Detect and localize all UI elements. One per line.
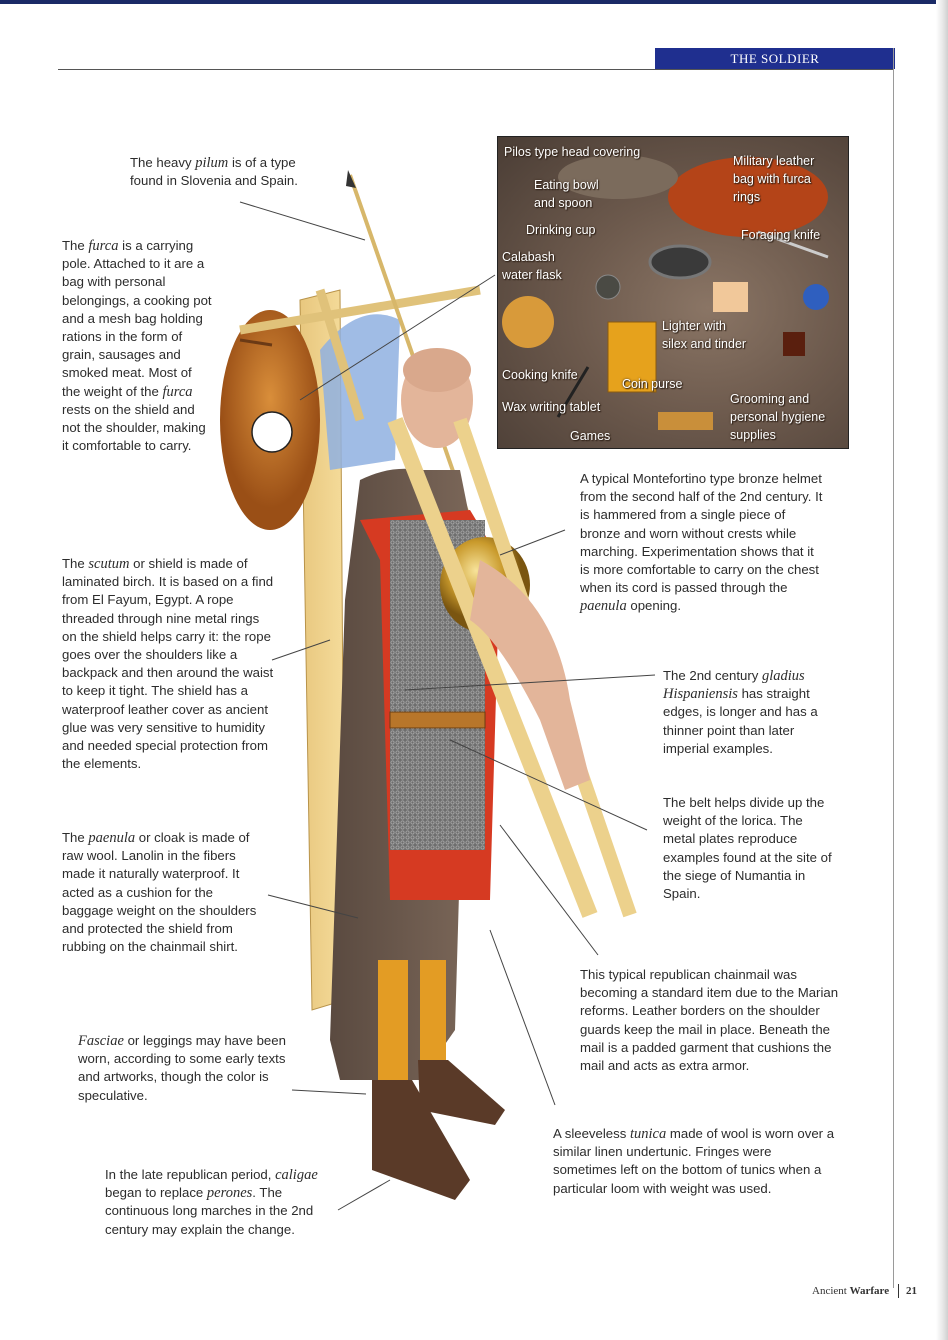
label-wax-tablet: Wax writing tablet (502, 400, 601, 414)
footer-magazine: Ancient (812, 1285, 847, 1297)
equipment-inset-photo (497, 136, 849, 449)
label-military-bag-3: rings (733, 190, 761, 204)
caption-pilum: The heavy pilum is of a type found in Slovenia and Spain. (130, 155, 298, 189)
caption-scutum: The scutum or shield is made of laminated birch. It is based on a find from El Fayum, Egypt. A rope threaded through nine metal rings on the shield helps carry it: the rope goes over the shoulders like a backpack and then around the waist to keep it tight. The shield has a waterproof leather cover as ancient glue was very sensitive to humidity and needed special protection from the elements. (62, 556, 274, 772)
label-grooming: Grooming and (730, 392, 810, 406)
section-title: THE SOLDIER (655, 48, 895, 69)
label-calabash: Calabash (502, 250, 555, 264)
label-pilos: Pilos type head covering (504, 145, 641, 159)
label-coin-purse: Coin purse (622, 377, 683, 391)
caption-belt: The belt helps divide up the weight of the lorica. The metal plates reproduce examples found at the site of the siege of Numantia in Spain. (663, 795, 832, 902)
page-footer (812, 1285, 889, 1297)
footer-magazine-bold: Warfare (849, 1285, 890, 1297)
label-calabash-2: water flask (502, 268, 562, 282)
label-drinking-cup: Drinking cup (526, 223, 596, 237)
label-military-bag: Military leather (733, 154, 815, 168)
caption-paenula: The paenula or cloak is made of raw wool. Lanolin in the fibers made it naturally waterproof. It acted as a cushion for the baggage weight on the shoulders and protected the shield from rubbing on the chainmail shirt. (62, 830, 257, 955)
caption-helmet: A typical Montefortino type bronze helmet from the second half of the 2nd century. It is hammered from a single piece of bronze and worn without crests while marching. Experimentation shows that it is more comfortable to carry on the chest when its cord is passed through the paenula opening. (580, 471, 823, 615)
caption-fasciae: Fasciae or leggings may have been worn, according to some early texts and artworks, though the color is speculative. (78, 1033, 286, 1103)
page-number: 21 (906, 1285, 917, 1297)
label-lighter: Lighter with (662, 319, 726, 333)
caption-furca: The furca is a carrying pole. Attached to it are a bag with personal belongings, a cooking pot and a mesh bag holding rations in the form of grain, sausages and smoked meat. Most of the weight of the furca rests on the shield and not the shoulder, making it comfortable to carry. (62, 238, 212, 454)
footer-divider (898, 1284, 899, 1298)
label-lighter-2: silex and tinder (662, 337, 747, 351)
label-grooming-3: supplies (730, 428, 776, 442)
label-grooming-2: personal hygiene (730, 410, 826, 424)
caption-caligae: In the late republican period, caligae began to replace perones. The continuous long marches in the 2nd century may explain the change. (105, 1167, 318, 1237)
label-foraging-knife: Foraging knife (741, 228, 821, 242)
label-eating-bowl: Eating bowl (534, 178, 599, 192)
label-military-bag-2: bag with furca (733, 172, 811, 186)
label-eating-bowl-2: and spoon (534, 196, 593, 210)
caption-chainmail: This typical republican chainmail was becoming a standard item due to the Marian reforms. Leather borders on the shoulder guards keep the mail in place. Beneath the mail is a padded garment that cushions the mail and acts as extra armor. (580, 967, 839, 1074)
label-cooking-knife: Cooking knife (502, 368, 578, 382)
caption-tunica: A sleeveless tunica made of wool is worn over a similar linen undertunic. Fringes were sometimes left on the bottom of tunics when a particular loom with weight was used. (553, 1126, 835, 1196)
caption-gladius: The 2nd century gladius Hispaniensis has straight edges, is longer and has a thinner point than later imperial examples. (663, 668, 818, 756)
label-games: Games (570, 429, 611, 443)
